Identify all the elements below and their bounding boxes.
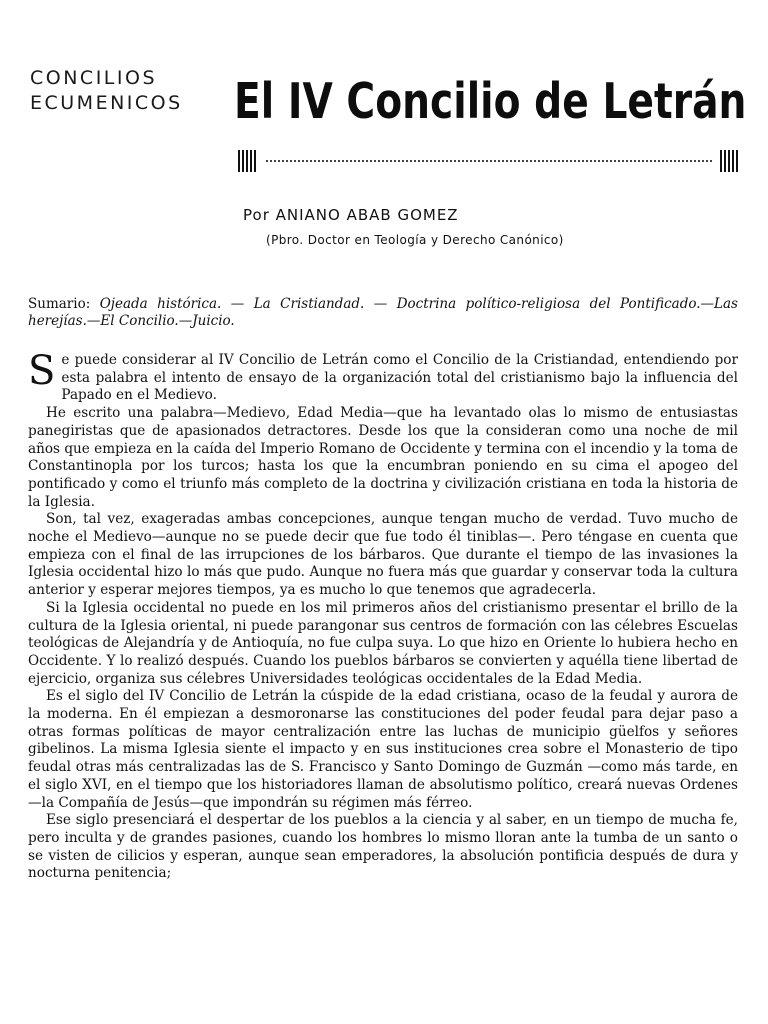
paragraph-4: Si la Iglesia occidental no puede en los mil primeros años del cristianismo presentar el brillo de la cultura de la Iglesia oriental, ni puede parangonar sus centros de formación con las célebres Escuelas teológicas de Alejandría y de Antioquía, no fue culpa suya. Lo que hizo en Oriente lo hubiera hecho en Occidente. Y lo realizó después. Cuando los pueblos bárbaros se convierten y aquélla tiene libertad de ejercicio, organiza sus célebres Universidades teológicas occidentales de la Edad Media. — [28, 599, 738, 687]
ornament-dotted-line — [266, 160, 712, 162]
article-title: El IV Concilio de Letrán — [234, 73, 747, 130]
paragraph-1-text: e puede considerar al IV Concilio de Letrán como el Concilio de la Cristiandad, entendiendo por esta palabra el intento de ensayo de la organización total del cristianismo bajo la influencia del Papado en el Medievo. — [61, 352, 738, 404]
paragraph-1 — [28, 348, 738, 405]
paragraph-6: Ese siglo presenciará el despertar de los pueblos a la ciencia y al saber, en un tiempo de mucha fe, pero inculta y de grandes pasiones, cuando los hombres lo mismo lloran ante la tumba de un santo o se visten de cilicios y esperan, aunque sean emperadores, la absolución pontificia después de dura y nocturna penitencia; — [28, 812, 738, 882]
author-credentials: (Pbro. Doctor en Teología y Derecho Canónico) — [266, 233, 564, 247]
paragraph-2: He escrito una palabra—Medievo, Edad Media—que ha levantado olas lo mismo de entusiastas panegiristas que de apasionados detractores. Desde los que la consideran como una noche de mil años que empieza en la caída del Imperio Romano de Occidente y termina con el incendio y la toma de Constantinopla por los turcos; hasta los que la encumbran poniendo en su cima el apogeo del pontificado y como el triunfo más completo de la doctrina y civilización cristiana en toda la historia de la Iglesia. — [28, 405, 738, 510]
article-body — [28, 348, 738, 883]
series-line-2: ECUMENICOS — [30, 92, 183, 114]
summary-label: Sumario: — [28, 296, 91, 312]
series-label — [30, 66, 183, 116]
title-rule-ornament — [238, 150, 740, 172]
paragraph-5: Es el siglo del IV Concilio de Letrán la cúspide de la edad cristiana, ocaso de la feudal y aurora de la moderna. En él empiezan a desmoronarse las constituciones del poder feudal para dejar paso a otras formas políticas de mayor centralización entre las luchas de municipio güelfos y señores gibelinos. La misma Iglesia siente el impacto y en sus instituciones crea sobre el Monasterio de tipo feudal otras más centralizadas las de S. Francisco y Santo Domingo de Guzmán —como más tarde, en el siglo XVI, en el tiempo que los historiadores llaman de absolutismo político, creará nuevas Ordenes—la Compañía de Jesús—que impondrán su régimen más férreo. — [28, 688, 738, 811]
paragraph-3: Son, tal vez, exageradas ambas concepciones, aunque tengan mucho de verdad. Tuvo mucho de noche el Medievo—aunque no se puede decir que fue todo él tiniblas—. Pero téngase en cuenta que empieza con el final de las irrupciones de los bárbaros. Que durante el tiempo de las invasiones la Iglesia occidental hizo lo más que pudo. Aunque no fuera más que guardar y conservar toda la cultura anterior y esperar mejores tiempos, ya es mucho lo que tenemos que agradecerla. — [28, 511, 738, 599]
series-line-1: CONCILIOS — [30, 67, 158, 89]
summary-items: Ojeada histórica. — La Cristiandad. — Doctrina político-religiosa del Pontificado.—Las herejías.—El Concilio.—Juicio. — [28, 296, 738, 329]
ornament-left — [238, 150, 258, 172]
summary — [28, 296, 738, 330]
drop-cap: S — [28, 348, 56, 394]
ornament-right — [720, 150, 740, 172]
author-byline: Por ANIANO ABAB GOMEZ — [243, 206, 459, 224]
